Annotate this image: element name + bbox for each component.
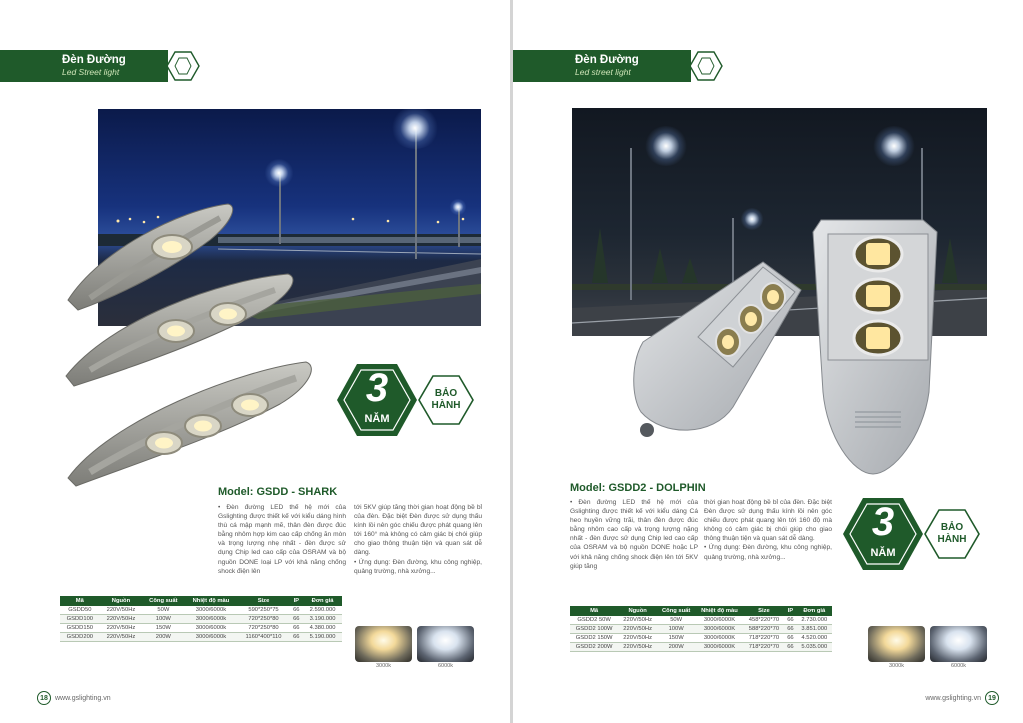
table-row bbox=[60, 624, 342, 633]
hexagon-icon bbox=[689, 50, 723, 82]
table-cell: 590*250*75 bbox=[238, 606, 290, 615]
cool-light-swatch bbox=[417, 626, 474, 662]
page-footer bbox=[925, 691, 999, 705]
column-header: Đơn giá bbox=[303, 596, 342, 606]
table-cell: 718*220*70 bbox=[744, 643, 785, 652]
table-cell: 720*250*80 bbox=[238, 615, 290, 624]
header-band bbox=[0, 50, 168, 82]
dolphin-street-lamps bbox=[623, 212, 943, 482]
swatch-label-warm: 3000k bbox=[376, 663, 391, 669]
table-cell: 50W bbox=[142, 606, 184, 615]
column-header: IP bbox=[784, 606, 796, 616]
table-cell: 66 bbox=[290, 615, 304, 624]
table-cell: 66 bbox=[290, 633, 304, 642]
table-cell: 3000/6000K bbox=[695, 625, 743, 634]
table-header-row bbox=[570, 606, 832, 616]
footer-url[interactable]: www.gslighting.vn bbox=[55, 694, 111, 702]
section-header bbox=[0, 50, 200, 82]
table-cell: 66 bbox=[784, 643, 796, 652]
table-cell: 3000/6000K bbox=[695, 616, 743, 625]
table-cell: 2.590.000 bbox=[303, 606, 342, 615]
table-cell: GSDD100 bbox=[60, 615, 100, 624]
warranty-text bbox=[421, 388, 471, 412]
table-cell: 50W bbox=[657, 616, 695, 625]
table-cell: 588*220*70 bbox=[744, 625, 785, 634]
table-cell: 66 bbox=[784, 625, 796, 634]
table-cell: 5.190.000 bbox=[303, 633, 342, 642]
warranty-line2: HÀNH bbox=[431, 400, 461, 411]
warranty-badge bbox=[337, 362, 482, 438]
model-title: Model: GSDD - SHARK bbox=[218, 486, 338, 498]
table-cell: GSDD2 50W bbox=[570, 616, 618, 625]
table-cell: 458*220*70 bbox=[744, 616, 785, 625]
warranty-number: 3 bbox=[365, 366, 389, 410]
table-cell: 200W bbox=[142, 633, 184, 642]
warranty-text bbox=[927, 522, 977, 546]
spec-table bbox=[60, 596, 342, 642]
table-cell: 220V/50Hz bbox=[618, 643, 657, 652]
column-header: Mã bbox=[570, 606, 618, 616]
header-title: Đèn Đường bbox=[575, 54, 639, 66]
table-cell: 220V/50Hz bbox=[100, 606, 143, 615]
warm-light-swatch bbox=[868, 626, 925, 662]
table-cell: 100W bbox=[657, 625, 695, 634]
table-cell: 220V/50Hz bbox=[618, 625, 657, 634]
page-number: 19 bbox=[985, 691, 999, 705]
table-cell: 3000/6000K bbox=[695, 634, 743, 643]
table-row bbox=[570, 625, 832, 634]
table-cell: GSDD150 bbox=[60, 624, 100, 633]
table-cell: 3.190.000 bbox=[303, 615, 342, 624]
swatch-label-cool: 6000k bbox=[951, 663, 966, 669]
table-cell: 220V/50Hz bbox=[618, 634, 657, 643]
warranty-year: NĂM bbox=[364, 413, 390, 425]
description-col1: • Đèn đường LED thế hệ mới của Gslighting được thiết kế với kiểu dáng hình thù cá mập mạnh mẽ, thân đèn được đúc bằng nhôm hợp kim cao cấp chống ăn mòn và trọng lượng nhẹ nhất - đèn được sử dụng Chip led cao cấp của OSRAM và bộ nguồn DONE loại LP với khả năng chống shock điện lên bbox=[218, 504, 346, 575]
warm-light-swatch bbox=[355, 626, 412, 662]
warranty-number: 3 bbox=[871, 500, 895, 544]
column-header: Size bbox=[238, 596, 290, 606]
table-cell: 200W bbox=[657, 643, 695, 652]
table-cell: 4.380.000 bbox=[303, 624, 342, 633]
column-header: Đơn giá bbox=[797, 606, 832, 616]
table-cell: GSDD2 150W bbox=[570, 634, 618, 643]
description-col2: thời gian hoạt động bề bỉ của đèn. Đặc biệt Đèn được sử dụng thấu kính lồi nên góc chiếu được phát quang lên tới 160 độ mà không có cảm giác bị chói giúp cho giao thông thuận tiện và quan sát dễ dàng. • Ứng dụng: Đèn đường, khu công nghiệp, quảng trường, nhà xưởng... bbox=[704, 499, 832, 561]
table-cell: GSDD2 100W bbox=[570, 625, 618, 634]
table-cell: 66 bbox=[784, 634, 796, 643]
table-cell: 66 bbox=[784, 616, 796, 625]
column-header: IP bbox=[290, 596, 304, 606]
table-cell: 1160*400*110 bbox=[238, 633, 290, 642]
table-cell: GSDD50 bbox=[60, 606, 100, 615]
header-subtitle: Led street light bbox=[575, 67, 631, 77]
column-header: Nhiệt độ màu bbox=[695, 606, 743, 616]
table-row bbox=[60, 633, 342, 642]
table-row bbox=[60, 615, 342, 624]
warranty-badge bbox=[843, 496, 988, 572]
table-cell: 5.035.000 bbox=[797, 643, 832, 652]
table-cell: 66 bbox=[290, 606, 304, 615]
table-cell: 3000/6000k bbox=[184, 606, 237, 615]
spec-table bbox=[570, 606, 832, 652]
column-header: Nhiệt độ màu bbox=[184, 596, 237, 606]
table-cell: 3000/6000K bbox=[695, 643, 743, 652]
column-header: Nguồn bbox=[618, 606, 657, 616]
table-cell: 220V/50Hz bbox=[618, 616, 657, 625]
table-cell: 220V/50Hz bbox=[100, 633, 143, 642]
column-header: Công suất bbox=[142, 596, 184, 606]
column-header: Size bbox=[744, 606, 785, 616]
swatch-label-cool: 6000k bbox=[438, 663, 453, 669]
table-row bbox=[60, 606, 342, 615]
table-cell: 220V/50Hz bbox=[100, 615, 143, 624]
page-footer bbox=[37, 691, 111, 705]
table-row bbox=[570, 643, 832, 652]
table-row bbox=[570, 634, 832, 643]
cool-light-swatch bbox=[930, 626, 987, 662]
table-cell: 150W bbox=[142, 624, 184, 633]
table-cell: 718*220*70 bbox=[744, 634, 785, 643]
header-subtitle: Led Street light bbox=[62, 67, 120, 77]
warranty-year: NĂM bbox=[870, 547, 896, 559]
table-cell: 150W bbox=[657, 634, 695, 643]
table-row bbox=[570, 616, 832, 625]
warranty-line1: BẢO bbox=[940, 522, 964, 533]
table-cell: 2.730.000 bbox=[797, 616, 832, 625]
table-cell: 100W bbox=[142, 615, 184, 624]
hexagon-icon bbox=[166, 50, 200, 82]
table-cell: 3.851.000 bbox=[797, 625, 832, 634]
page-number: 18 bbox=[37, 691, 51, 705]
table-cell: 4.520.000 bbox=[797, 634, 832, 643]
right-page bbox=[513, 0, 1023, 723]
header-title: Đèn Đường bbox=[62, 54, 126, 66]
table-cell: 220V/50Hz bbox=[100, 624, 143, 633]
model-title: Model: GSDD2 - DOLPHIN bbox=[570, 482, 706, 494]
warranty-line1: BẢO bbox=[434, 388, 458, 399]
header-band bbox=[513, 50, 691, 82]
left-page bbox=[0, 0, 510, 723]
table-cell: 3000/6000k bbox=[184, 633, 237, 642]
swatch-label-warm: 3000k bbox=[889, 663, 904, 669]
warranty-line2: HÀNH bbox=[937, 534, 967, 545]
column-header: Nguồn bbox=[100, 596, 143, 606]
table-cell: 3000/6000k bbox=[184, 615, 237, 624]
description-col1: • Đèn đường LED thế hệ mới của Gslighting được thiết kế với kiểu dáng Cá heo huyền vững trãi, thân đèn được đúc bằng nhôm cao cấp và trọng lượng nặng nhất - đèn được sử dụng Chip led cao cấp của OSRAM và bộ nguồn DONE hoặc LP với khả năng chống shock điện lên tới 5KV giúp tăng bbox=[570, 499, 698, 570]
section-header bbox=[513, 50, 723, 82]
table-cell: GSDD200 bbox=[60, 633, 100, 642]
column-header: Công suất bbox=[657, 606, 695, 616]
table-cell: 3000/6000k bbox=[184, 624, 237, 633]
table-cell: 720*250*80 bbox=[238, 624, 290, 633]
column-header: Mã bbox=[60, 596, 100, 606]
table-cell: 66 bbox=[290, 624, 304, 633]
footer-url[interactable]: www.gslighting.vn bbox=[925, 694, 981, 702]
shark-street-lamps bbox=[60, 200, 320, 490]
description-col2: tới 5KV giúp tăng thời gian hoạt động bề bỉ của đèn. Đặc biệt Đèn được sử dụng thấu kính lồi nên góc chiếu được phát quang lên tới 160° mà không có cảm giác bị chói giúp cho giao thông thuận tiện và quan sát dễ dàng. • Ứng dụng: Đèn đường, khu công nghiệp, quảng trường, nhà xưởng... bbox=[354, 504, 482, 575]
table-header-row bbox=[60, 596, 342, 606]
table-cell: GSDD2 200W bbox=[570, 643, 618, 652]
